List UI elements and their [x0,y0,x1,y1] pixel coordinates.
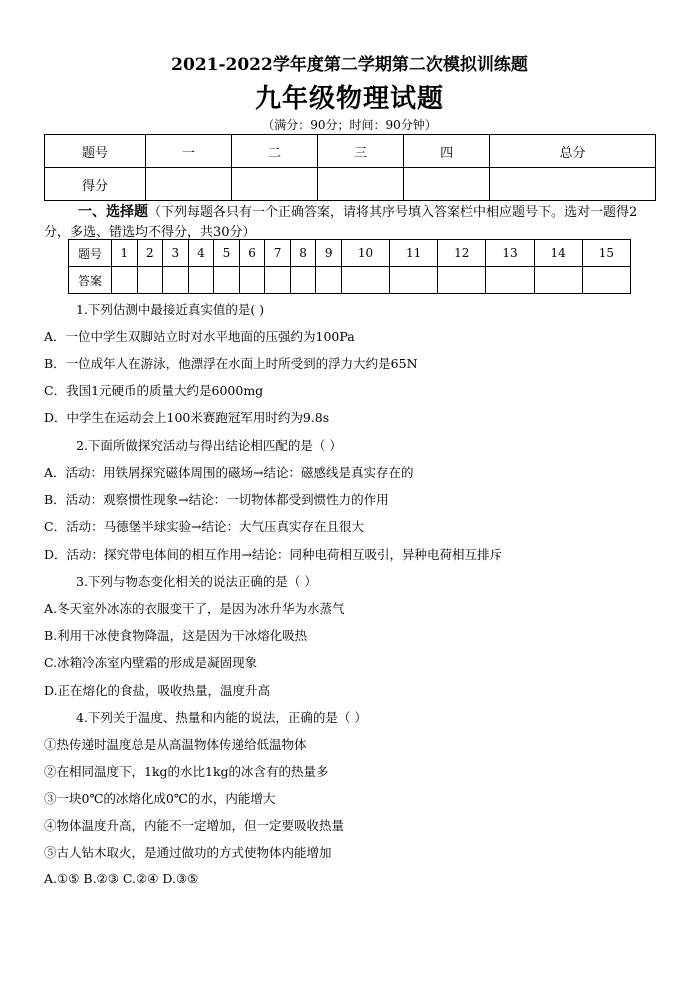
answer-number-cell: 5 [214,240,240,267]
answer-table [68,239,631,294]
answer-number-cell: 14 [534,240,582,267]
answer-cell[interactable] [239,267,265,294]
score-row-label: 得分 [45,168,146,201]
score-header-cell: 题号 [45,135,146,168]
answer-number-cell: 13 [486,240,534,267]
question-4-statement-2: ②在相同温度下，1kg的水比1kg的冰含有的热量多 [44,764,329,779]
score-cell[interactable] [318,168,404,201]
score-header-cell: 一 [146,135,232,168]
answer-number-cell: 7 [265,240,291,267]
score-table-score-row [45,168,656,201]
question-4-statement-3: ③一块0℃的冰熔化成0℃的水，内能增大 [44,791,276,806]
answer-number-cell: 10 [341,240,389,267]
question-2-option-c: C．活动：马德堡半球实验→结论：大气压真实存在且很大 [44,519,365,534]
answer-cell[interactable] [534,267,582,294]
question-1-stem: 1.下列估测中最接近真实值的是( ) [76,302,265,317]
answer-number-cell: 8 [290,240,316,267]
answer-row-label: 答案 [69,267,112,294]
question-3-option-c: C.冰箱冷冻室内壁霜的形成是凝固现象 [44,655,258,670]
answer-cell[interactable] [290,267,316,294]
answer-cell[interactable] [486,267,534,294]
answer-number-cell: 15 [582,240,630,267]
question-4-choices: A.①⑤ B.②③ C.②④ D.③⑤ [44,871,199,886]
answer-cell[interactable] [341,267,389,294]
answer-cell[interactable] [438,267,486,294]
score-header-cell: 二 [232,135,318,168]
answer-cell[interactable] [265,267,291,294]
score-table [44,134,656,201]
score-table-header-row [45,135,656,168]
question-4-statement-1: ①热传递时温度总是从高温物体传递给低温物体 [44,737,307,752]
answer-cell[interactable] [582,267,630,294]
answer-table-answer-row [69,267,631,294]
answer-table-number-row [69,240,631,267]
answer-number-cell: 9 [316,240,342,267]
answer-cell[interactable] [137,267,163,294]
score-header-cell: 四 [404,135,490,168]
answer-number-cell: 3 [163,240,189,267]
question-2-option-b: B．活动：观察惯性现象→结论：一切物体都受到惯性力的作用 [44,492,389,507]
answer-number-cell: 4 [188,240,214,267]
exam-subtitle: 九年级物理试题 [254,84,444,114]
score-cell[interactable] [404,168,490,201]
exam-title: 2021-2022学年度第二学期第二次模拟训练题 [171,55,528,75]
answer-number-cell: 11 [390,240,438,267]
question-1-option-a: A．一位中学生双脚站立时对水平地面的压强约为100Pa [44,329,355,344]
score-cell[interactable] [490,168,656,201]
section1-heading: 一、选择题 [78,204,148,220]
question-1-option-b: B．一位成年人在游泳，他漂浮在水面上时所受到的浮力大约是65N [44,356,418,371]
score-cell[interactable] [232,168,318,201]
question-2-stem: 2.下面所做探究活动与得出结论相匹配的是（ ） [76,438,342,453]
answer-cell[interactable] [316,267,342,294]
answer-cell[interactable] [214,267,240,294]
score-cell[interactable] [146,168,232,201]
question-3-stem: 3.下列与物态变化相关的说法正确的是（ ） [76,574,317,589]
answer-number-cell: 2 [137,240,163,267]
section1-instructions: （下列每题各只有一个正确答案，请将其序号填入答案栏中相应题号下。选对一题得2分，多选、错选均不得分，共30分） [44,205,638,240]
answer-cell[interactable] [163,267,189,294]
question-3-option-a: A.冬天室外冰冻的衣服变干了，是因为冰升华为水蒸气 [44,601,345,616]
question-1-option-c: C．我国1元硬币的质量大约是6000mg [44,383,264,398]
exam-meta: （满分：90分；时间：90分钟） [262,118,437,132]
score-header-cell: 三 [318,135,404,168]
answer-cell[interactable] [390,267,438,294]
score-header-cell: 总分 [490,135,656,168]
question-4-statement-5: ⑤古人钻木取火，是通过做功的方式使物体内能增加 [44,845,332,860]
answer-number-cell: 6 [239,240,265,267]
answer-number-cell: 12 [438,240,486,267]
answer-number-cell: 1 [112,240,138,267]
answer-header-label: 题号 [69,240,112,267]
question-4-statement-4: ④物体温度升高，内能不一定增加，但一定要吸收热量 [44,818,345,833]
question-2-option-d: D．活动：探究带电体间的相互作用→结论：同种电荷相互吸引，异种电荷相互排斥 [44,547,502,562]
question-3-option-b: B.利用干冰使食物降温，这是因为干冰熔化吸热 [44,628,308,643]
question-1-option-d: D．中学生在运动会上100米赛跑冠军用时约为9.8s [44,410,330,425]
question-2-option-a: A．活动：用铁屑探究磁体周围的磁场→结论：磁感线是真实存在的 [44,465,414,480]
question-3-option-d: D.正在熔化的食盐，吸收热量，温度升高 [44,683,271,698]
answer-cell[interactable] [188,267,214,294]
answer-cell[interactable] [112,267,138,294]
question-4-stem: 4.下列关于温度、热量和内能的说法，正确的是（ ） [76,710,367,725]
section1-intro [44,202,659,243]
